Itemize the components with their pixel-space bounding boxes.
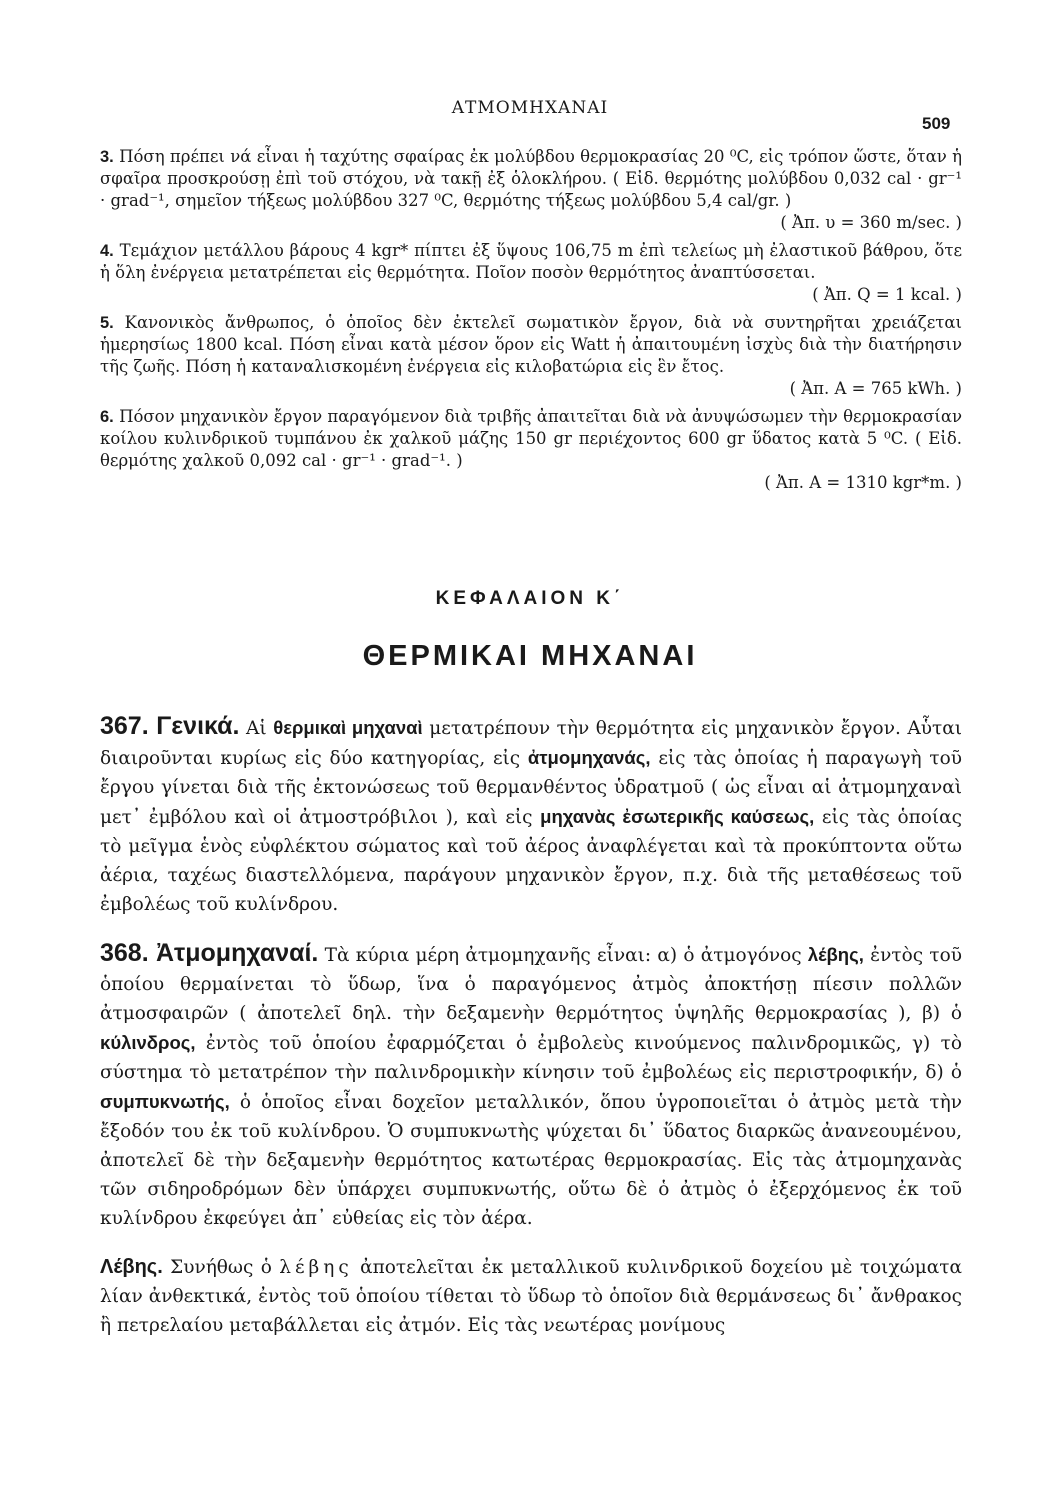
keyword: συμπυκνωτής, [100,1091,230,1112]
keyword: μηχανὰς ἐσωτερικῆς καύσεως, [540,806,815,827]
chapter-label: ΚΕΦΑΛΑΙΟΝ Κ΄ [435,588,625,609]
section-text: Τὰ κύρια μέρη ἀτμομηχανῆς εἶναι: α) ὁ ἀτμογόνος [324,945,802,966]
section-heading: 367. Γενικά. [100,712,240,740]
section-text: ἀποτελεῖται ἐκ μεταλλικοῦ κυλινδρικοῦ δοχείου μὲ τοιχώματα λίαν ἀνθεκτικά, ἐντὸς τοῦ ὁποίου τίθεται τὸ ὕδωρ τὸ ὁποῖον διὰ θερμάνσεως δι᾽ ἄνθρακος ἢ πετρελαίου μεταβάλλεται εἰς ἀτμόν. Εἰς τὰς νεωτέρας μονίμους [100,1257,962,1336]
exercise-number: 4. [100,242,114,260]
exercise-item [100,240,962,306]
chapter-title: ΘΕΡΜΙΚΑΙ ΜΗΧΑΝΑΙ [362,640,698,672]
section-text: ἐντὸς τοῦ ὁποίου θερμαίνεται τὸ ὕδωρ, ἵνα ὁ παραγόμενος ἀτμὸς ἀποκτήσῃ πίεσιν πολλῶν ἀτμοσφαιρῶν ( ἀποτελεῖ δηλ. τὴν δεξαμενὴν θερμότητος ὑψηλῆς θερμοκρασίας ), β) ὁ [100,945,962,1024]
section-367 [100,712,962,919]
keyword: λέβης, [807,944,864,965]
exercise-number: 3. [100,148,114,166]
exercise-text [100,240,962,284]
exercise-text [100,146,962,212]
section-text: εἰς τὰς ὁποίας ἡ παραγωγὴ τοῦ ἔργου γίνεται διὰ τῆς ἐκτονώσεως τοῦ θερμανθέντος ὑδρατμοῦ ( ὡς εἶναι αἱ ἀτμομηχαναὶ μετ᾽ ἐμβόλου καὶ οἱ ἀτμοστρόβιλοι ), καὶ εἰς [100,748,962,828]
section-368 [100,939,962,1233]
exercise-item [100,312,962,400]
exercise-number: 5. [100,314,114,332]
section-text: μετατρέπουν τὴν θερμότητα εἰς μηχανικὸν ἔργον. Αὗται διαιροῦνται κυρίως εἰς δύο κατηγορίας, εἰς [100,718,962,769]
exercise-body: Πόσον μηχανικὸν ἔργον παραγόμενον διὰ τριβῆς ἀπαιτεῖται διὰ νὰ ἀνυψώσωμεν τὴν θερμοκρασίαν κοίλου κυλινδρικοῦ τυμπάνου ἐκ χαλκοῦ μάζης 150 gr περιέχοντος 600 gr ὕδατος κατὰ 5 ⁰C. ( Εἰδ. θερμότης χαλκοῦ 0,092 cal · gr⁻¹ · grad⁻¹. ) [100,407,962,470]
keyword: ἀτμομηχανάς, [527,747,651,768]
exercise-number: 6. [100,408,114,426]
section-heading: 368. Ἀτμομηχαναί. [100,939,319,967]
emphasized-term: λέβης [279,1257,353,1278]
exercise-text [100,406,962,472]
section-text: Αἱ [246,718,267,739]
exercise-item [100,406,962,494]
keyword: κύλινδρος, [100,1032,196,1053]
section-text: Συνήθως ὁ [170,1257,272,1278]
chapter-body [100,712,962,1360]
subsection-lebis [100,1253,962,1340]
exercise-body: Τεμάχιον μετάλλου βάρους 4 kgr* πίπτει ἐξ ὕψους 106,75 m ἐπὶ τελείως μὴ ἐλαστικοῦ βάθρου, ὅτε ἡ ὅλη ἐνέργεια μετατρέπεται εἰς θερμότητα. Ποῖον ποσὸν θερμότητος ἀναπτύσσεται. [100,241,962,282]
exercise-answer: ( Ἀπ. A = 1310 kgr*m. ) [764,473,962,492]
section-text: ἐντὸς τοῦ ὁποίου ἐφαρμόζεται ὁ ἐμβολεὺς κινούμενος παλινδρομικῶς, γ) τὸ σύστημα τὸ μετατρέπον τὴν παλινδρομικὴν κίνησιν τοῦ ἐμβολέως εἰς περιστροφικήν, δ) ὁ [100,1033,962,1083]
section-text: ὁ ὁποῖος εἶναι δοχεῖον μεταλλικόν, ὅπου ὑγροποιεῖται ὁ ἀτμὸς μετὰ τὴν ἔξοδόν του ἐκ τοῦ κυλίνδρου. Ὁ συμπυκνωτὴς ψύχεται δι᾽ ὕδατος διαρκῶς ἀνανεουμένου, ἀποτελεῖ δὲ τὴν δεξαμενὴν θερμότητος κατωτέρας θερμοκρασίας. Εἰς τὰς ἀτμομηχανὰς τῶν σιδηροδρόμων δὲν ὑπάρχει συμπυκνωτής, οὕτω δὲ ὁ ἀτμὸς ὁ ἐξερχόμενος ἐκ τοῦ κυλίνδρου ἐκφεύγει ἀπ᾽ εὐθείας εἰς τὸν ἀέρα. [100,1092,962,1229]
exercise-item [100,146,962,234]
subsection-heading: Λέβης. [100,1256,163,1278]
exercise-text [100,312,962,378]
exercise-body: Πόση πρέπει νά εἶναι ἡ ταχύτης σφαίρας ἐκ μολύβδου θερμοκρασίας 20 ⁰C, εἰς τρόπον ὥστε, ὅταν ἡ σφαῖρα προσκρούσῃ ἐπὶ τοῦ στόχου, νὰ τακῇ ἐξ ὁλοκλήρου. ( Εἰδ. θερμότης μολύβδου 0,032 cal · gr⁻¹ · grad⁻¹, σημεῖον τήξεως μολύβδου 327 ⁰C, θερμότης τήξεως μολύβδου 5,4 cal/gr. ) [100,147,963,210]
exercise-answer: ( Ἀπ. Q = 1 kcal. ) [812,285,962,304]
exercise-answer: ( Ἀπ. υ = 360 m/sec. ) [780,213,962,232]
keyword: θερμικαὶ μηχαναὶ [273,717,423,738]
page-number: 509 [922,114,951,133]
exercise-answer: ( Ἀπ. A = 765 kWh. ) [789,379,962,398]
exercise-body: Κανονικὸς ἄνθρωπος, ὁ ὁποῖος δὲν ἐκτελεῖ σωματικὸν ἔργον, διὰ νὰ συντηρῆται χρειάζεται ἡμερησίως 1800 kcal. Πόση εἶναι κατὰ μέσον ὅρον εἰς Watt ἡ ἀπαιτουμένη ἰσχὺς διὰ τὴν διατήρησιν τῆς ζωῆς. Πόση ἡ καταναλισκομένη ἐνέργεια εἰς κιλοβατώρια εἰς ἓν ἔτος. [100,313,962,376]
exercise-list [100,146,962,500]
running-title: ΑΤΜΟΜΗΧΑΝΑΙ [451,98,609,118]
section-text: εἰς τὰς ὁποίας τὸ μεῖγμα ἑνὸς εὐφλέκτου σώματος καὶ τοῦ ἀέρος ἀναφλέγεται καὶ τὰ προκύπτοντα οὕτω ἀέρια, ταχέως διαστελλόμενα, παράγουν μηχανικὸν ἔργον, π.χ. διὰ τῆς μεταθέσεως τοῦ ἐμβολέως τοῦ κυλίνδρου. [100,807,963,915]
